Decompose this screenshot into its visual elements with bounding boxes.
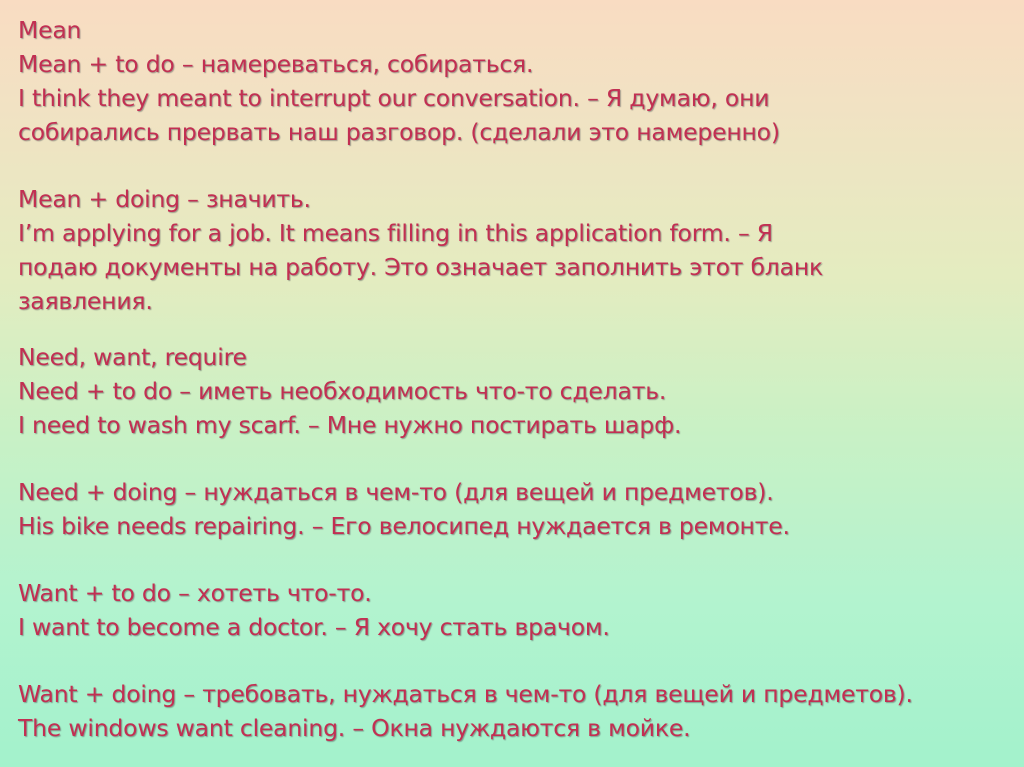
example-mean-to-do-line-2: собирались прервать наш разговор. (сделали это намеренно) bbox=[18, 118, 780, 146]
example-need-to-do: I need to wash my scarf. – Мне нужно постирать шарф. bbox=[18, 411, 682, 439]
example-mean-to-do-line-1: I think they meant to interrupt our conversation. – Я думаю, они bbox=[18, 84, 770, 112]
section-need bbox=[18, 340, 1014, 442]
rule-mean-doing: Mean + doing – значить. bbox=[18, 185, 311, 213]
rule-mean-to-do: Mean + to do – намереваться, собираться. bbox=[18, 50, 534, 78]
example-want-doing: The windows want cleaning. – Окна нуждаются в мойке. bbox=[18, 714, 691, 742]
section-need-doing bbox=[18, 475, 1014, 543]
rule-need-doing: Need + doing – нуждаться в чем-то (для вещей и предметов). bbox=[18, 478, 774, 506]
example-want-to-do: I want to become a doctor. – Я хочу стать врачом. bbox=[18, 613, 610, 641]
heading-mean: Mean bbox=[18, 16, 82, 44]
section-want-doing bbox=[18, 677, 1014, 745]
example-mean-doing-line-2: подаю документы на работу. Это означает заполнить этот бланк bbox=[18, 253, 823, 281]
rule-want-doing: Want + doing – требовать, нуждаться в чем-то (для вещей и предметов). bbox=[18, 680, 913, 708]
example-mean-doing-line-1: I’m applying for a job. It means filling in this application form. – Я bbox=[18, 219, 773, 247]
section-want-to-do bbox=[18, 576, 1014, 644]
heading-need-want-require: Need, want, require bbox=[18, 343, 247, 371]
example-mean-doing-line-3: заявления. bbox=[18, 287, 153, 315]
section-mean bbox=[18, 13, 1014, 149]
section-mean-doing bbox=[18, 182, 1014, 318]
rule-want-to-do: Want + to do – хотеть что-то. bbox=[18, 579, 372, 607]
rule-need-to-do: Need + to do – иметь необходимость что-то сделать. bbox=[18, 377, 667, 405]
example-need-doing: His bike needs repairing. – Его велосипед нуждается в ремонте. bbox=[18, 512, 790, 540]
